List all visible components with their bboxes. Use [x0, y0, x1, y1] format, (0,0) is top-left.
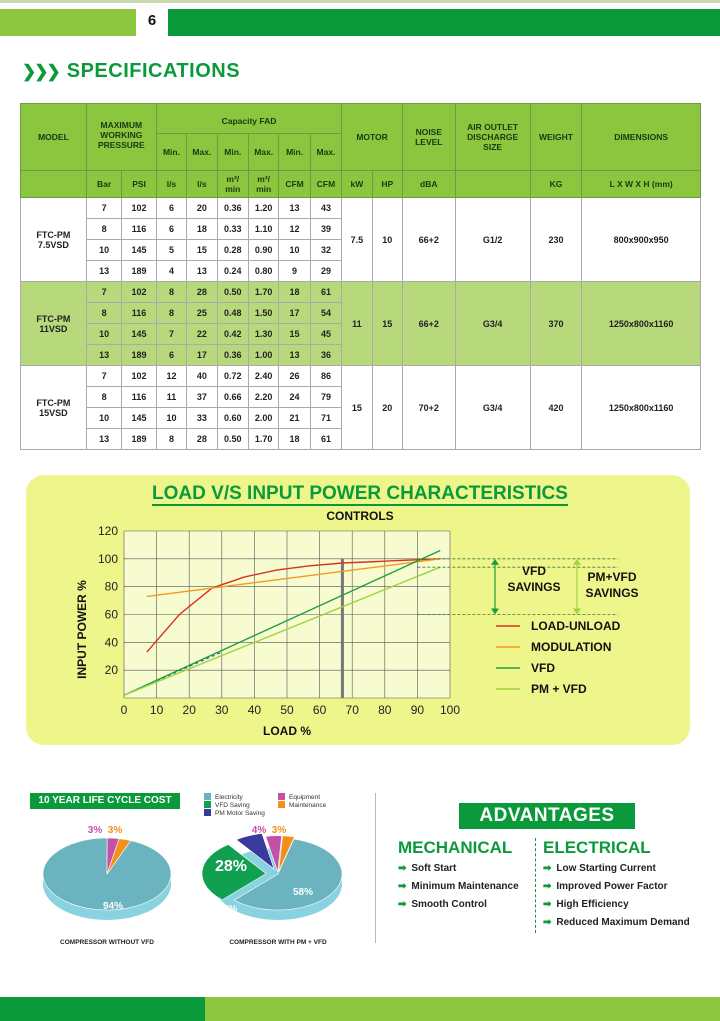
dims-cell: 1250x800x1160 [582, 366, 701, 450]
table-cell: 28 [187, 282, 217, 303]
th-max: Max. [187, 134, 217, 171]
lifecycle-cost-label: 10 YEAR LIFE CYCLE COST [30, 793, 180, 809]
table-cell: 1.70 [248, 429, 278, 450]
th-capacity: Capacity FAD [156, 104, 341, 134]
table-cell: 79 [310, 387, 341, 408]
table-cell: 0.90 [248, 240, 278, 261]
table-cell: 0.48 [217, 303, 248, 324]
chevrons-icon: ❯❯❯ [22, 62, 59, 81]
table-cell: 6 [156, 219, 186, 240]
table-cell: 7 [156, 324, 186, 345]
table-cell: 6 [156, 345, 186, 366]
table-cell: 8 [86, 387, 121, 408]
legend-label: VFD [531, 661, 555, 675]
table-cell: 86 [310, 366, 341, 387]
th-min: Min. [217, 134, 248, 171]
th-unit: m³/ min [248, 171, 278, 198]
table-cell: 9 [279, 261, 310, 282]
table-cell: 12 [156, 366, 186, 387]
mechanical-item-text: Soft Start [411, 863, 457, 874]
pie-caption: COMPRESSOR WITHOUT VFD [60, 939, 154, 946]
table-cell: 0.24 [217, 261, 248, 282]
x-tick-label: 70 [345, 703, 359, 717]
table-cell: 2.40 [248, 366, 278, 387]
electrical-list [543, 860, 690, 932]
mechanical-item [398, 860, 519, 878]
bottom-banner [0, 997, 720, 1021]
kw-cell: 7.5 [342, 198, 372, 282]
table-cell: 145 [122, 408, 156, 429]
pie-value-label: 94% [102, 901, 124, 912]
table-cell: 29 [310, 261, 341, 282]
legend-label: VFD Saving [215, 802, 250, 809]
y-tick-label: 40 [104, 635, 118, 650]
th-unit: HP [372, 171, 402, 198]
arrow-icon: ➡ [543, 899, 552, 910]
table-cell: 18 [187, 219, 217, 240]
table-cell: 54 [310, 303, 341, 324]
y-tick-label: 100 [97, 551, 118, 566]
table-cell: 8 [86, 219, 121, 240]
kw-cell: 11 [342, 282, 372, 366]
model-cell: FTC-PM 15VSD [21, 366, 87, 450]
table-cell: 0.72 [217, 366, 248, 387]
table-cell: 116 [122, 219, 156, 240]
table-cell: 13 [86, 429, 121, 450]
table-cell: 116 [122, 387, 156, 408]
arrow-icon: ➡ [543, 917, 552, 928]
electrical-item-text: Reduced Maximum Demand [556, 917, 690, 928]
table-cell: 13 [86, 345, 121, 366]
th-min: Min. [279, 134, 310, 171]
table-cell: 189 [122, 345, 156, 366]
advantages-title: ADVANTAGES [459, 803, 635, 829]
arrow-icon: ➡ [398, 863, 407, 874]
legend-label: PM Motor Saving [215, 810, 265, 817]
table-cell: 71 [310, 408, 341, 429]
table-cell: 18 [279, 282, 310, 303]
th-unit: Bar [86, 171, 121, 198]
model-cell: FTC-PM 7.5VSD [21, 198, 87, 282]
table-cell: 0.50 [217, 429, 248, 450]
legend-label: Equipment [289, 794, 321, 801]
table-cell: 102 [122, 282, 156, 303]
table-cell: 21 [279, 408, 310, 429]
mechanical-item [398, 896, 519, 914]
table-cell: 10 [86, 324, 121, 345]
table-cell: 13 [187, 261, 217, 282]
th-unit: L X W X H (mm) [582, 171, 701, 198]
x-tick-label: 90 [410, 703, 425, 717]
th-unit: l/s [187, 171, 217, 198]
table-cell: 61 [310, 282, 341, 303]
outlet-cell: G3/4 [455, 366, 530, 450]
th-max: Max. [310, 134, 341, 171]
electrical-item-text: Improved Power Factor [556, 881, 668, 892]
th-outlet: AIR OUTLET DISCHARGE SIZE [455, 104, 530, 171]
table-cell: 10 [86, 240, 121, 261]
table-cell: 4 [156, 261, 186, 282]
x-tick-label: 100 [439, 703, 461, 717]
arrow-icon: ➡ [398, 899, 407, 910]
table-cell: 26 [279, 366, 310, 387]
table-cell: 7 [86, 198, 121, 219]
pie-caption: COMPRESSOR WITH PM + VFD [229, 939, 327, 946]
table-cell: 13 [279, 198, 310, 219]
table-cell: 8 [156, 429, 186, 450]
savings-annotation: VFD [522, 564, 546, 578]
pie-value-label: 3% [107, 825, 123, 836]
dims-cell: 800x900x950 [582, 198, 701, 282]
table-cell: 5 [156, 240, 186, 261]
legend-label: Electricity [215, 794, 243, 801]
th-pressure: MAXIMUM WORKING PRESSURE [86, 104, 156, 171]
table-cell: 15 [279, 324, 310, 345]
table-cell: 0.66 [217, 387, 248, 408]
electrical-item [543, 896, 690, 914]
table-cell: 37 [187, 387, 217, 408]
bottom-bar-dark [0, 997, 205, 1021]
table-cell: 0.42 [217, 324, 248, 345]
mechanical-item-text: Minimum Maintenance [411, 881, 519, 892]
th-unit: m³/ min [217, 171, 248, 198]
pie-value-label: 3% [271, 825, 287, 836]
table-cell: 8 [86, 303, 121, 324]
electrical-item [543, 914, 690, 932]
table-cell: 13 [279, 345, 310, 366]
th-unit: CFM [310, 171, 341, 198]
th-unit: PSI [122, 171, 156, 198]
mechanical-item [398, 878, 519, 896]
electrical-title: ELECTRICAL [543, 838, 651, 857]
table-cell: 1.30 [248, 324, 278, 345]
chart-title-text: LOAD V/S INPUT POWER CHARACTERISTICS [152, 483, 568, 504]
table-cell: 0.36 [217, 198, 248, 219]
y-tick-label: 60 [104, 607, 118, 622]
table-cell: 0.60 [217, 408, 248, 429]
y-axis-title: INPUT POWER % [75, 580, 89, 679]
x-tick-label: 50 [280, 703, 294, 717]
th-motor: MOTOR [342, 104, 403, 171]
th-weight: WEIGHT [530, 104, 582, 171]
table-cell: 36 [310, 345, 341, 366]
x-tick-label: 80 [378, 703, 392, 717]
table-cell: 6 [156, 198, 186, 219]
th-min: Min. [156, 134, 186, 171]
table-cell: 43 [310, 198, 341, 219]
th-noise: NOISE LEVEL [402, 104, 455, 171]
table-cell: 2.20 [248, 387, 278, 408]
chart-subtitle: CONTROLS [326, 509, 394, 523]
vertical-divider [375, 793, 376, 943]
table-cell: 15 [187, 240, 217, 261]
table-cell: 0.36 [217, 345, 248, 366]
table-cell: 0.28 [217, 240, 248, 261]
hp-cell: 15 [372, 282, 402, 366]
dims-cell: 1250x800x1160 [582, 282, 701, 366]
bottom-bar-light [205, 997, 720, 1021]
table-cell: 1.20 [248, 198, 278, 219]
table-cell: 20 [187, 198, 217, 219]
table-cell: 10 [279, 240, 310, 261]
table-cell: 116 [122, 303, 156, 324]
table-cell: 61 [310, 429, 341, 450]
y-tick-label: 80 [104, 579, 118, 594]
arrow-icon: ➡ [398, 881, 407, 892]
table-cell: 10 [86, 408, 121, 429]
table-cell: 189 [122, 429, 156, 450]
table-cell: 1.70 [248, 282, 278, 303]
table-cell: 11 [156, 387, 186, 408]
electrical-item-text: Low Starting Current [556, 863, 656, 874]
th-dims: DIMENSIONS [582, 104, 701, 171]
x-tick-label: 40 [247, 703, 262, 717]
electrical-item [543, 878, 690, 896]
noise-cell: 66+2 [402, 282, 455, 366]
table-cell: 8 [156, 282, 186, 303]
noise-cell: 70+2 [402, 366, 455, 450]
electrical-item-text: High Efficiency [556, 899, 629, 910]
table-cell: 145 [122, 240, 156, 261]
weight-cell: 370 [530, 282, 582, 366]
hp-cell: 10 [372, 198, 402, 282]
th-max: Max. [248, 134, 278, 171]
table-cell: 7 [86, 366, 121, 387]
x-tick-label: 10 [149, 703, 164, 717]
table-cell: 22 [187, 324, 217, 345]
table-cell: 33 [187, 408, 217, 429]
table-cell: 1.00 [248, 345, 278, 366]
table-cell: 1.50 [248, 303, 278, 324]
th-model: MODEL [21, 104, 87, 171]
mechanical-item-text: Smooth Control [411, 899, 487, 910]
outlet-cell: G3/4 [455, 282, 530, 366]
table-cell: 17 [279, 303, 310, 324]
pie-value-label: 4% [251, 825, 267, 836]
legend-label: LOAD-UNLOAD [531, 619, 621, 633]
table-cell: 40 [187, 366, 217, 387]
kw-cell: 15 [342, 366, 372, 450]
table-cell: 0.50 [217, 282, 248, 303]
weight-cell: 420 [530, 366, 582, 450]
mechanical-list [398, 860, 519, 914]
pie-value-label: 58% [292, 887, 314, 898]
pie-value-label: 28% [214, 858, 248, 875]
x-tick-label: 0 [120, 703, 128, 717]
table-cell: 32 [310, 240, 341, 261]
table-cell: 189 [122, 261, 156, 282]
table-cell: 1.10 [248, 219, 278, 240]
mechanical-title: MECHANICAL [398, 838, 513, 857]
pie-value-label: 3% [87, 825, 103, 836]
page-number: 6 [147, 12, 157, 29]
outlet-cell: G1/2 [455, 198, 530, 282]
table-cell: 12 [279, 219, 310, 240]
table-cell: 24 [279, 387, 310, 408]
arrow-icon: ➡ [543, 863, 552, 874]
x-tick-label: 60 [312, 703, 327, 717]
weight-cell: 230 [530, 198, 582, 282]
table-cell: 18 [279, 429, 310, 450]
section-heading-text: SPECIFICATIONS [66, 60, 241, 82]
y-tick-label: 20 [104, 663, 118, 678]
table-cell: 45 [310, 324, 341, 345]
table-cell: 0.33 [217, 219, 248, 240]
x-axis-title: LOAD % [263, 724, 311, 738]
savings-annotation: PM+VFD [587, 570, 637, 584]
table-cell: 13 [86, 261, 121, 282]
y-tick-label: 120 [97, 524, 118, 538]
table-cell: 28 [187, 429, 217, 450]
x-tick-label: 20 [182, 703, 196, 717]
table-cell: 102 [122, 198, 156, 219]
noise-cell: 66+2 [402, 198, 455, 282]
table-cell: 17 [187, 345, 217, 366]
x-tick-label: 30 [215, 703, 229, 717]
hp-cell: 20 [372, 366, 402, 450]
savings-annotation: SAVINGS [585, 586, 639, 600]
th-unit: l/s [156, 171, 186, 198]
electrical-item [543, 860, 690, 878]
model-cell: FTC-PM 11VSD [21, 282, 87, 366]
table-cell: 7 [86, 282, 121, 303]
table-cell: 2.00 [248, 408, 278, 429]
arrow-icon: ➡ [543, 881, 552, 892]
table-cell: 8 [156, 303, 186, 324]
th-unit: KG [530, 171, 582, 198]
pie-value-label: 7% [222, 904, 238, 915]
legend-label: PM + VFD [531, 682, 587, 696]
table-cell: 25 [187, 303, 217, 324]
table-cell: 145 [122, 324, 156, 345]
legend-label: Maintenance [289, 802, 327, 809]
th-unit: kW [342, 171, 372, 198]
legend-label: MODULATION [531, 640, 612, 654]
table-cell: 0.80 [248, 261, 278, 282]
th-unit: dBA [402, 171, 455, 198]
advantages-separator [535, 838, 536, 933]
table-cell: 39 [310, 219, 341, 240]
table-cell: 102 [122, 366, 156, 387]
table-cell: 10 [156, 408, 186, 429]
th-unit: CFM [279, 171, 310, 198]
savings-annotation: SAVINGS [507, 580, 561, 594]
